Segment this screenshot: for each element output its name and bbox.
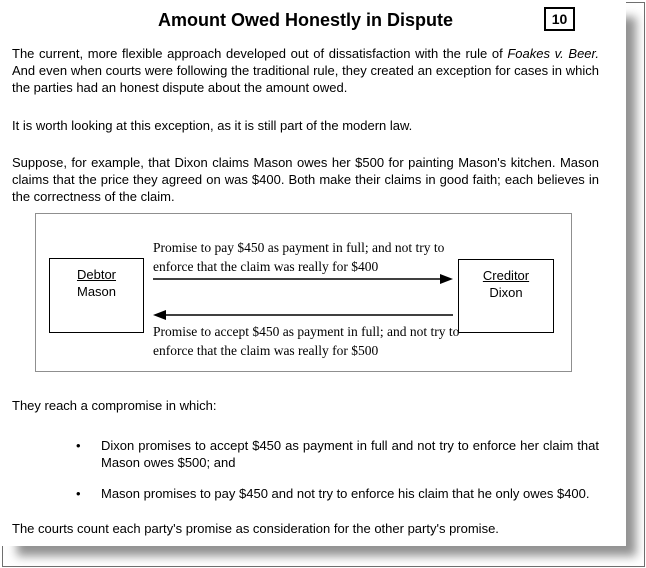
debtor-box (49, 258, 144, 333)
promise-to-accept-label: Promise to accept $450 as payment in full; and not try to enforce that the claim was really for $500 (153, 324, 460, 358)
bullet-icon: • (76, 438, 81, 453)
compromise-intro: They reach a compromise in which: (12, 398, 217, 413)
paragraph-exception: It is worth looking at this exception, as it is still part of the modern law. (12, 118, 413, 133)
debtor-role-label: Debtor (76, 267, 117, 282)
list-item (12, 437, 599, 471)
bullet-text-dixon: Dixon promises to accept $450 as payment in full and not try to enforce her claim that Mason owes $500; and (101, 438, 599, 470)
paragraph-example: Suppose, for example, that Dixon claims Mason owes her $500 for painting Mason's kitchen. Mason claims that the price they agreed on was $400. Both make their claims in good faith; each believes in the correctness of the claim. (12, 155, 599, 204)
bullet-icon: • (76, 486, 81, 501)
right-arrow-icon (153, 272, 453, 286)
promise-to-pay-label: Promise to pay $450 as payment in full; and not try to enforce that the claim was really for $400 (153, 240, 445, 274)
paragraph-foakes-rule: The current, more flexible approach developed out of dissatisfaction with the rule of Foakes v. Beer. And even when courts were following the traditional rule, they created an exception for cases in which the parties had an honest dispute about the amount owed. (12, 46, 599, 95)
slide-number-box (544, 7, 575, 31)
creditor-role-label: Creditor (482, 268, 530, 283)
slide-page (1, 1, 626, 546)
slide-number: 10 (551, 11, 568, 27)
bullet-text-mason: Mason promises to pay $450 and not try to enforce his claim that he only owes $400. (101, 486, 590, 501)
left-arrow-icon (153, 308, 453, 322)
closing-paragraph: The courts count each party's promise as consideration for the other party's promise. (12, 521, 499, 536)
bullet-list (12, 437, 599, 502)
creditor-name: Dixon (489, 285, 523, 300)
page-title: Amount Owed Honestly in Dispute (157, 10, 453, 30)
consideration-diagram (35, 213, 572, 372)
debtor-name: Mason (76, 284, 117, 299)
list-item (12, 485, 599, 502)
